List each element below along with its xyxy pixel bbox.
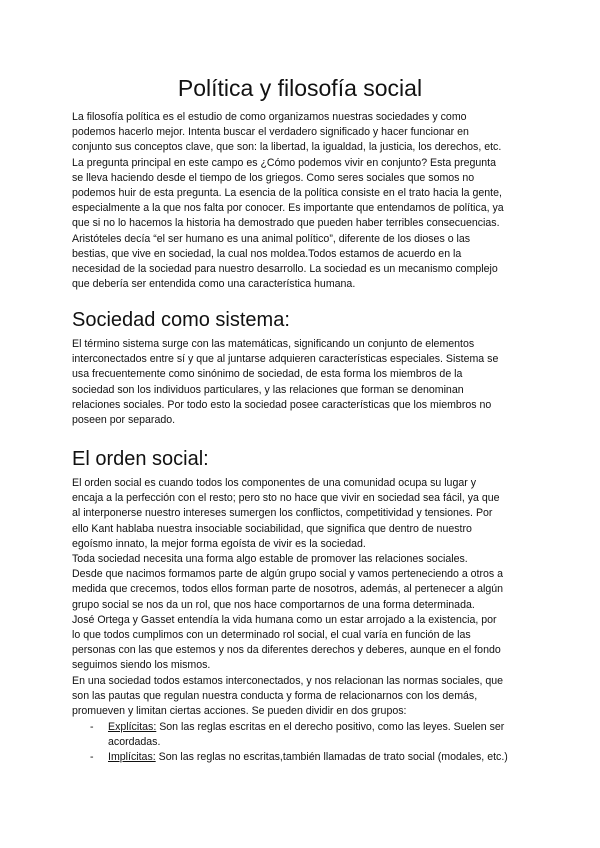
term-implicitas: Implícitas: [108, 751, 156, 764]
text-line: El orden social es cuando todos los componentes de una comunidad ocupa su lugar y [72, 477, 477, 489]
text-line: sociedad son los individuos particulares, y las relaciones que forman se denominan [72, 383, 464, 396]
text-line: podemos huir de esta pregunta. La esencia de la política consiste en el trato hacia la gente, [72, 187, 502, 200]
text-line: seguimos siendo los mismos. [72, 659, 211, 672]
text-line: La filosofía política es el estudio de como organizamos nuestras sociedades y como [72, 111, 467, 123]
intro-paragraph [72, 110, 532, 292]
text-line: poseen por separado. [72, 414, 176, 427]
page-title: Política y filosofía social [177, 75, 423, 101]
text-line: Desde que nacimos formamos parte de algún grupo social y vamos perteneciendo a otros a [72, 568, 504, 581]
item-text: Son las reglas no escritas,también llamadas de trato social (modales, etc.) [155, 751, 508, 764]
list-item-explicitas [72, 720, 532, 750]
item-text: Son las reglas escritas en el derecho positivo, como las leyes. Suelen ser [156, 721, 505, 733]
text-line: usa frecuentemente como sinónimo de sociedad, de esta forma los miembros de la [72, 368, 463, 381]
section-heading-sociedad: Sociedad como sistema: [72, 309, 290, 331]
text-line: medida que crecemos, todos ellos forman parte de nosotros, además, al pertenecer a algún [72, 583, 504, 596]
text-line: José Ortega y Gasset entendía la vida humana como un estar arrojado a la existencia, por [72, 613, 497, 626]
text-line: interconectados entre sí y que al juntarse adquieren características especiales. Sistema se [72, 353, 499, 366]
text-line: promueven y limitan ciertas acciones. Se pueden dividir en dos grupos: [72, 705, 407, 718]
text-line: se lleva haciendo desde el tiempo de los griegos. Como seres sociales que somos no [72, 171, 475, 184]
section-sociedad-paragraph [72, 337, 532, 428]
text-line: lo que todos cumplimos con un determinado rol social, el cual varía en función de las [72, 629, 471, 642]
norms-list [72, 720, 532, 766]
section-orden-paragraph [72, 476, 532, 719]
text-line: necesidad de la sociedad para nuestro desarrollo. La sociedad es un mecanismo complejo [72, 263, 498, 276]
text-line: podemos hacerlo mejor. Intenta buscar el verdadero significado y hacer funcionar en [72, 126, 469, 139]
text-line: personas con las que estemos y nos da diferentes derechos y deberes, aunque en el fondo [72, 644, 501, 657]
text-line: que si no lo hacemos la historia ha demostrado que pueden haber terribles consecuencias. [72, 217, 500, 230]
list-dash: - [90, 721, 94, 733]
text-line [108, 750, 532, 765]
list-dash: - [90, 751, 94, 764]
text-line: grupo social se nos da un rol, que nos hace comportarnos de una forma determinada. [72, 598, 475, 611]
text-line: bestias, que vive en sociedad, la cual nos moldea.Todos estamos de acuerdo en la [72, 247, 462, 260]
text-line: La pregunta principal en este campo es ¿Cómo podemos vivir en conjunto? Esta pregunta [72, 156, 496, 169]
list-item-implicitas [72, 750, 532, 765]
text-line: En una sociedad todos estamos interconectados, y nos relacionan las normas sociales, que [72, 674, 504, 687]
text-line: Toda sociedad necesita una forma algo estable de promover las relaciones sociales. [72, 553, 468, 566]
text-line: que debería ser entendida como una característica humana. [72, 278, 356, 291]
term-explicitas: Explícitas: [108, 721, 157, 733]
section-heading-orden: El orden social: [72, 448, 209, 470]
text-line: conjunto sus conceptos clave, que son: la libertad, la igualdad, la justicia, los derechos, etc. [72, 141, 502, 154]
text-line: Aristóteles decía “el ser humano es una animal político”, diferente de los dioses o las [72, 232, 471, 245]
text-line: relaciones sociales. Por todo esto la sociedad posee características que los miembros no [72, 398, 492, 411]
text-line: El término sistema surge con las matemáticas, significando un conjunto de elementos [72, 338, 475, 350]
text-line: son las pautas que regulan nuestra conducta y forma de relacionarnos con los demás, [72, 689, 478, 702]
text-line: ello Kant hablaba nuestra insociable sociabilidad, que significa que dentro de nuestro [72, 522, 472, 535]
text-line [108, 720, 532, 735]
text-line: egoísmo innato, la mejor forma egoísta de vivir es la sociedad. [72, 537, 366, 550]
text-line: al interponerse nuestro intereses sumergen los conflictos, competitividad y tensiones. Por [72, 507, 493, 520]
text-line: especialmente a la que nos falta por conocer. Es importante que entendamos de política, ya [72, 202, 504, 215]
text-line: encaja a la perfección con el resto; pero sto no hace que vivir en sociedad sea fácil, ya que [72, 492, 500, 505]
text-line: acordadas. [108, 736, 161, 749]
